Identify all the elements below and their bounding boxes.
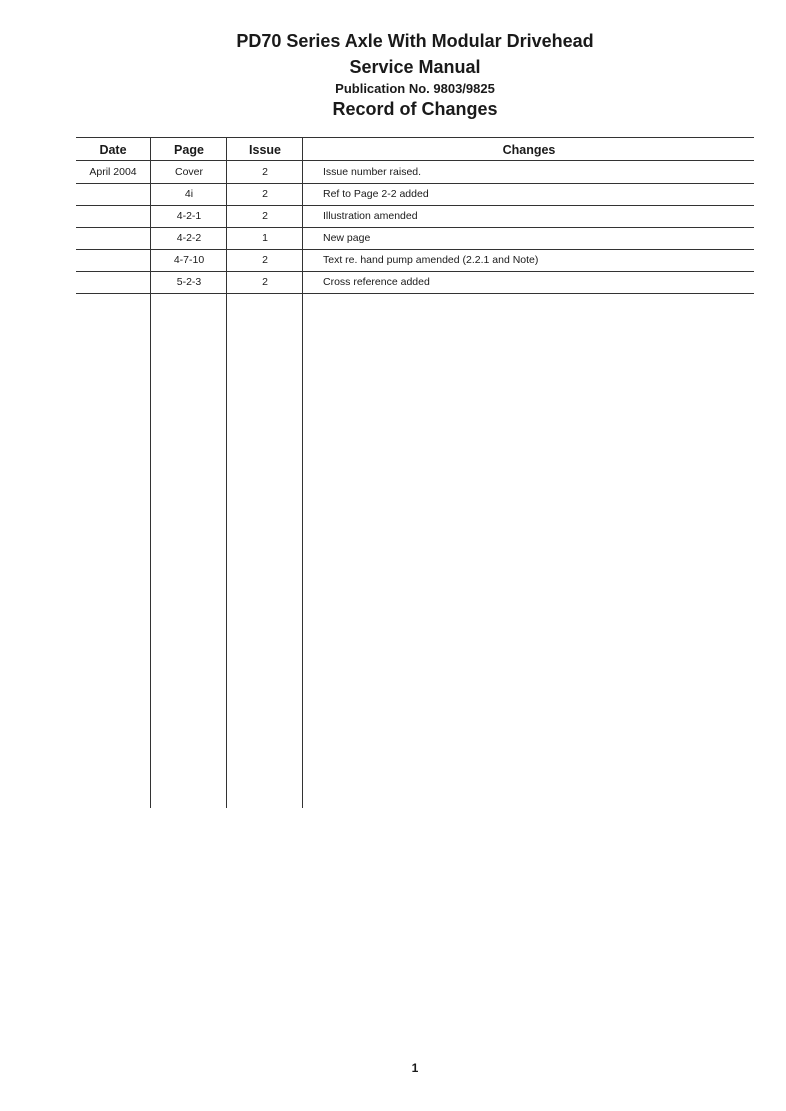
cell-date [76,227,150,249]
cell-page: 5-2-3 [176,276,202,288]
cell-page: 4-2-2 [176,232,202,244]
table-row [76,227,754,250]
cell-issue: 2 [262,188,268,200]
cell-changes: Issue number raised. [323,166,422,178]
cell-changes: Ref to Page 2-2 added [323,188,429,200]
cell-issue: 2 [262,254,268,266]
cell-page: 4-2-1 [176,210,202,222]
column-header-changes: Changes [502,143,556,157]
cell-issue: 2 [262,166,268,178]
column-header-page: Page [174,143,204,157]
document-subtitle-manual: Service Manual [349,57,481,77]
cell-issue: 2 [262,210,268,222]
cell-page: 4-7-10 [173,254,205,266]
column-header-date: Date [99,143,127,157]
cell-changes: Text re. hand pump amended (2.2.1 and Note) [323,254,539,266]
column-divider-page-issue [226,138,227,808]
cell-changes: New page [323,232,371,244]
cell-issue: 1 [262,232,268,244]
table-row [76,161,754,184]
column-divider-date-page [150,138,151,808]
document-title: PD70 Series Axle With Modular Drivehead [236,31,594,51]
table-row [76,183,754,206]
cell-date [76,249,150,271]
table-row [76,271,754,294]
column-divider-issue-changes [302,138,303,808]
cell-date: April 2004 [89,166,137,178]
cell-date [76,183,150,205]
cell-changes: Cross reference added [323,276,430,288]
cell-date [76,205,150,227]
cell-changes: Illustration amended [323,210,418,222]
table-row [76,249,754,272]
cell-date [76,271,150,293]
document-title-block [0,28,786,121]
cell-issue: 2 [262,276,268,288]
column-header-issue: Issue [249,143,281,157]
publication-number: Publication No. 9803/9825 [335,81,495,96]
table-header-row [76,138,754,161]
page-number: 1 [411,1061,419,1075]
record-of-changes-table [76,137,754,809]
cell-page: 4i [184,188,194,200]
cell-page: Cover [174,166,203,178]
table-row [76,205,754,228]
record-of-changes-heading: Record of Changes [332,99,498,119]
